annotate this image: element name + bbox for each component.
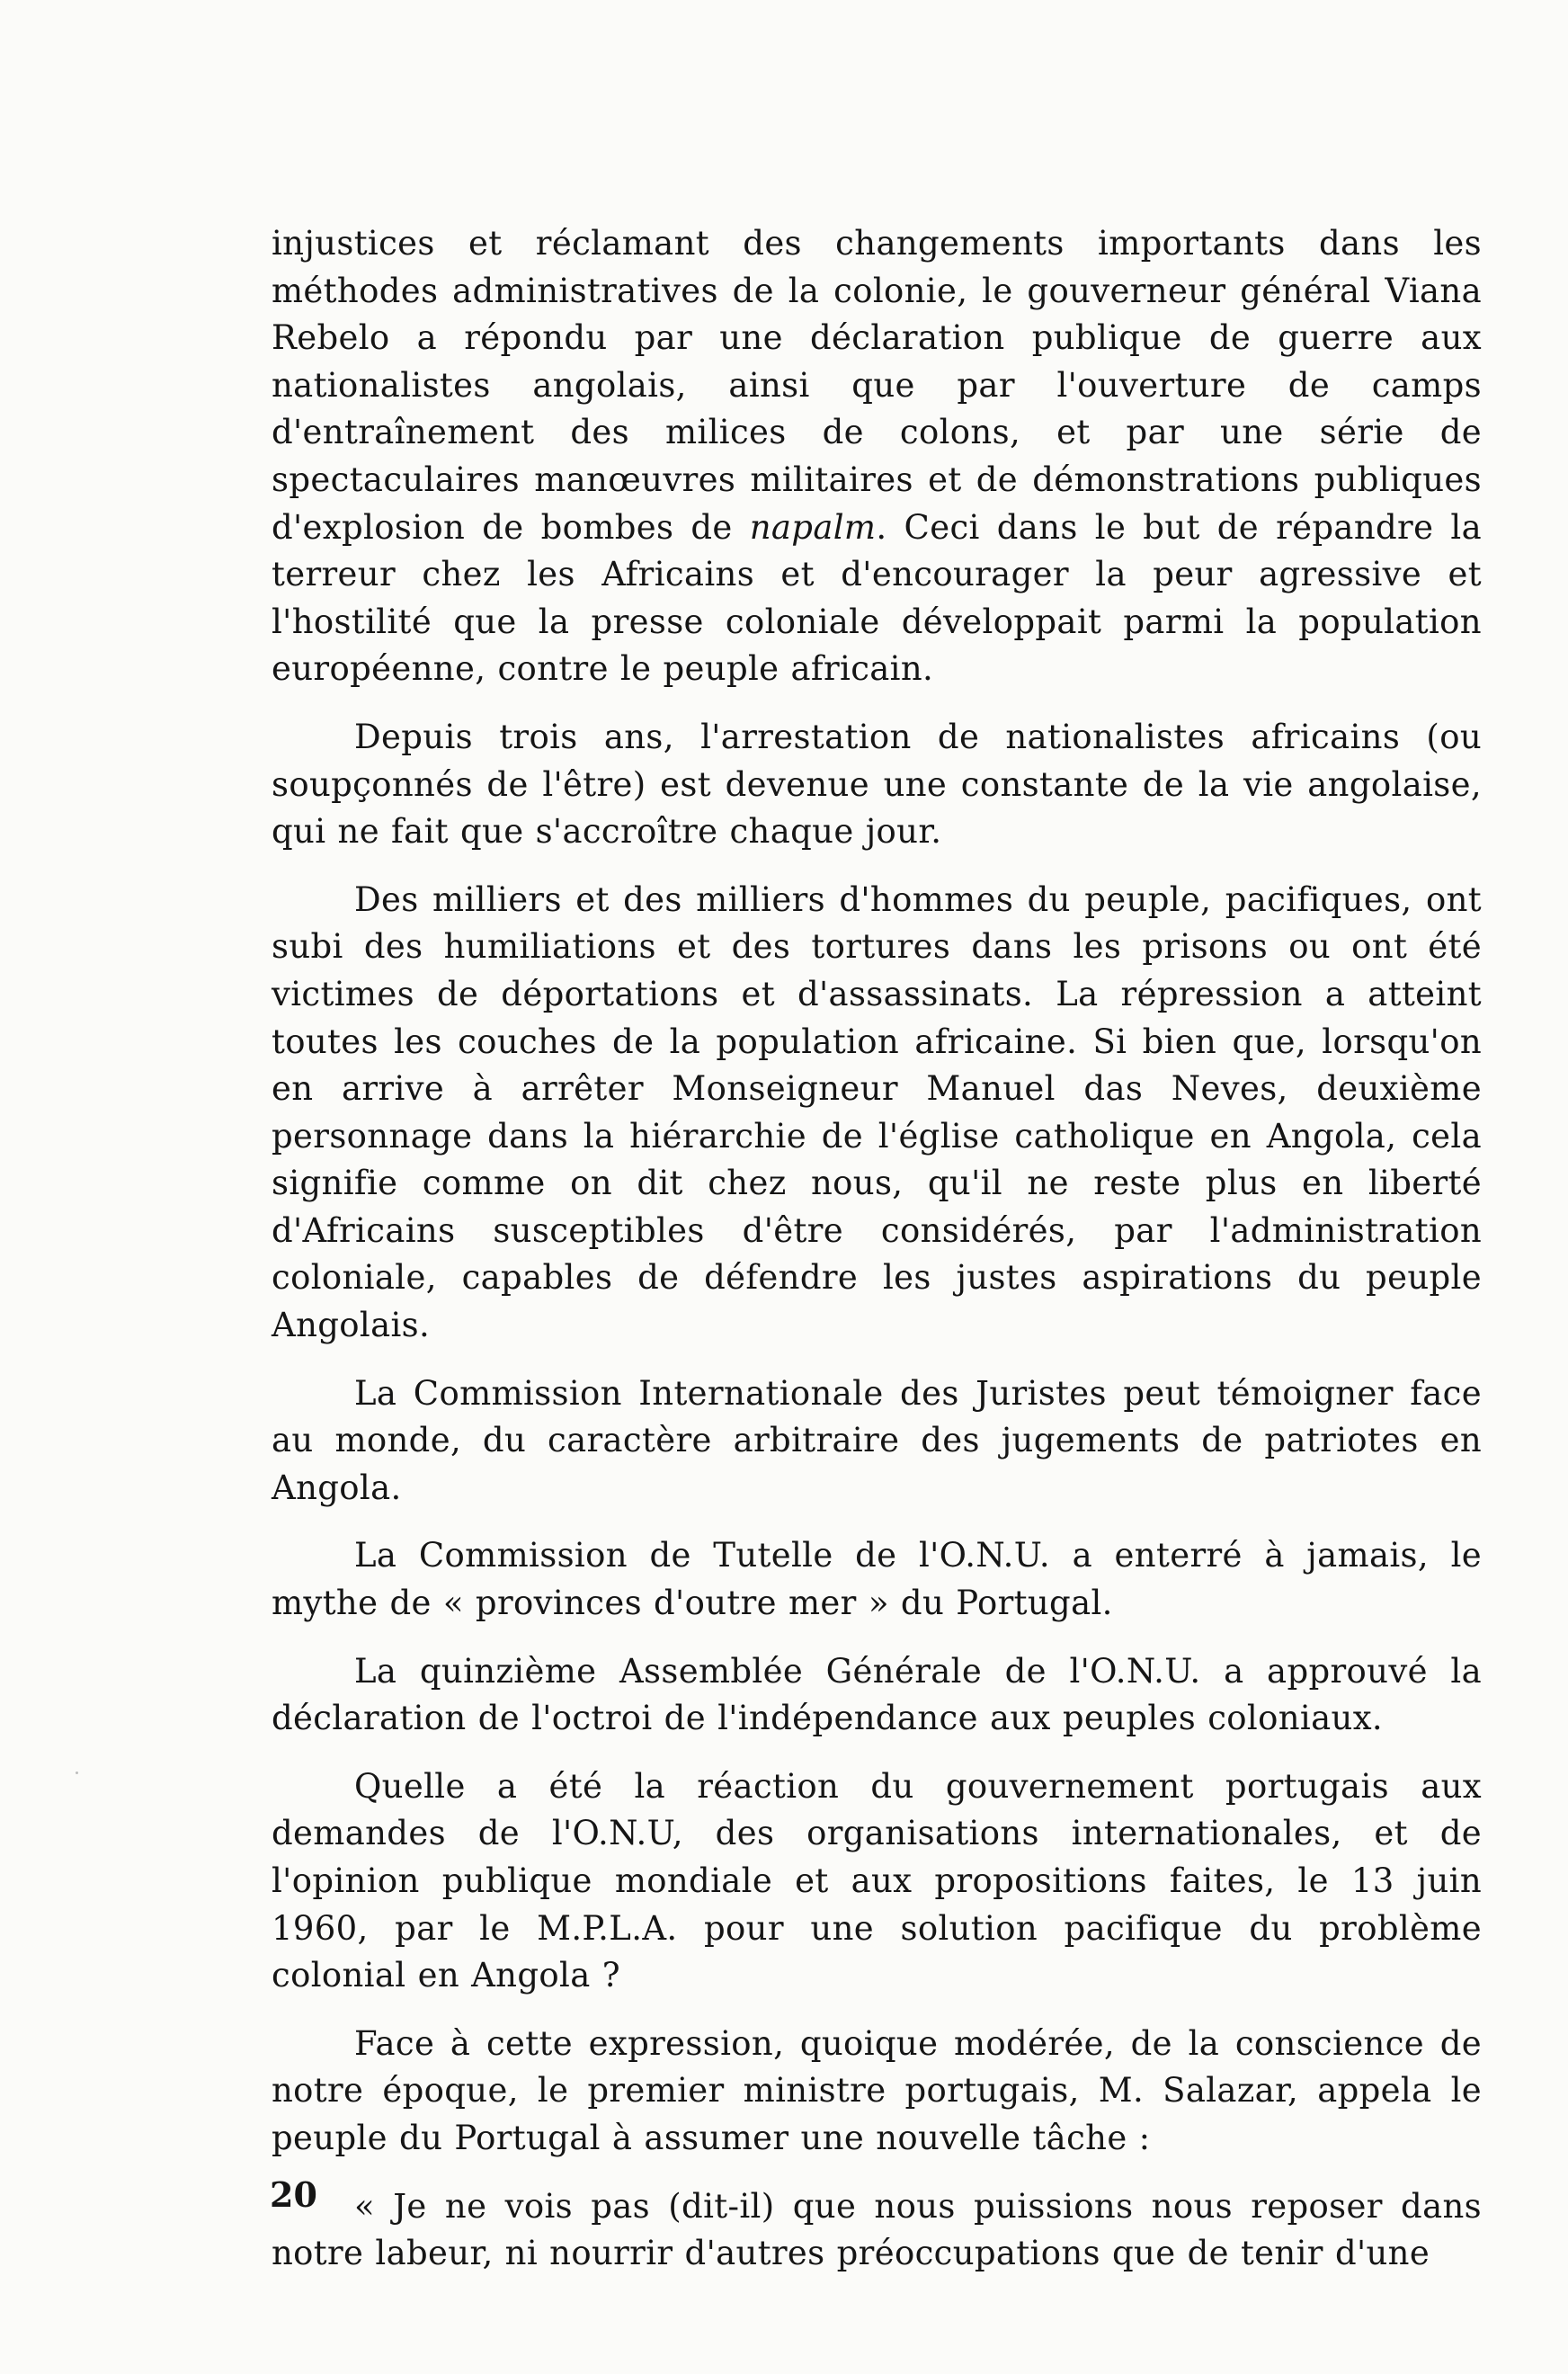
body-text bbox=[272, 220, 1482, 2298]
paragraph-8: Face à cette expression, quoique modérée, de la conscience de notre époque, le premier ministre portugais, M. Salazar, appela le peuple du Portugal à assumer une nouvelle tâche : bbox=[272, 2023, 1482, 2157]
page-number: 20 bbox=[270, 2174, 317, 2215]
margin-speck bbox=[76, 1772, 78, 1774]
paragraph-1 bbox=[272, 220, 1482, 693]
paragraph-3: Des milliers et des milliers d'hommes du peuple, pacifiques, ont subi des humiliations et des tortures dans les prisons ou ont été victimes de déportations et d'assassinats. La répression a atteint toutes les couches de la population africaine. Si bien que, lorsqu'on en arrive à arrêter Monseigneur Manuel das Neves, deuxième personnage dans la hiérarchie de l'église catholique en Angola, cela signifie comme on dit chez nous, qu'il ne reste plus en liberté d'Africains susceptibles d'être considérés, par l'administration coloniale, capables de défendre les justes aspirations du peuple Angolais. bbox=[272, 879, 1482, 1345]
paragraph-1-text-b: . Ceci dans le but de répandre la terreur chez les Africains et d'encourager la peur agressive et l'hostilité que la presse coloniale développait parmi la population européenne, contre le peuple africain. bbox=[272, 507, 1482, 689]
paragraph-7: Quelle a été la réaction du gouvernement portugais aux demandes de l'O.N.U, des organisations internationales, et de l'opinion publique mondiale et aux propositions faites, le 13 juin 1960, par le M.P.L.A. pour une solution pacifique du problème colonial en Angola ? bbox=[272, 1766, 1482, 1995]
paragraph-9: « Je ne vois pas (dit-il) que nous puissions nous reposer dans notre labeur, ni nourrir d'autres préoccupations que de tenir d'une bbox=[272, 2186, 1482, 2273]
paragraph-2: Depuis trois ans, l'arrestation de nationalistes africains (ou soupçonnés de l'être) est devenue une constante de la vie angolaise, qui ne fait que s'accroître chaque jour. bbox=[272, 717, 1482, 852]
paragraph-5: La Commission de Tutelle de l'O.N.U. a enterré à jamais, le mythe de « provinces d'outre mer » du Portugal. bbox=[272, 1536, 1482, 1623]
paragraph-6: La quinzième Assemblée Générale de l'O.N.U. a approuvé la déclaration de l'octroi de l'indépendance aux peuples coloniaux. bbox=[272, 1651, 1482, 1738]
paragraph-4: La Commission Internationale des Juristes peut témoigner face au monde, du caractère arbitraire des jugements de patriotes en Angola. bbox=[272, 1373, 1482, 1507]
paragraph-1-text-a: injustices et réclamant des changements importants dans les méthodes administratives de la colonie, le gouverneur général Viana Rebelo a répondu par une déclaration publique de guerre aux nationalistes angolais, ainsi que par l'ouverture de camps d'entraînement des milices de colons, et par une série de spectaculaires manœuvres militaires et de démonstrations publiques d'explosion de bombes de bbox=[272, 224, 1482, 547]
paragraph-1-italic-term: napalm bbox=[749, 507, 877, 547]
